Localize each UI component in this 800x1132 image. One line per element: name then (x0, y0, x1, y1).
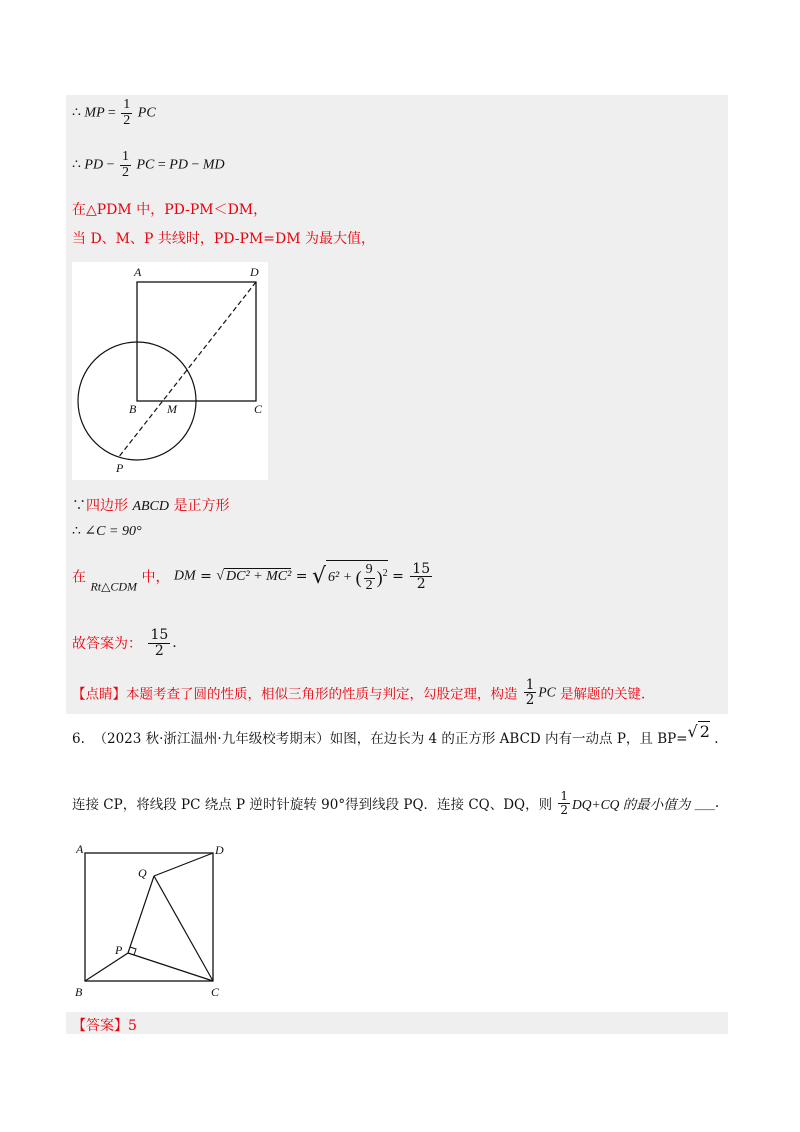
label-a: A (134, 265, 142, 279)
because-square-line: ∵四边形 ABCD 是正方形 (72, 498, 230, 514)
label-c2: C (211, 985, 220, 999)
triangle-inequality-line: 在△PDM 中，PD-PM＜DM， (72, 202, 268, 218)
problem6-line1: 6. （2023 秋·浙江温州·九年级校考期末）如图，在边长为 4 的正方形 ABCD 内有一动点 P，且 BP=√ 2 . (72, 722, 719, 747)
dm-calculation: 在 Rt△CDM 中， DM = √ DC² + MC² = √ 6² + ( $\frac{9}{2}$ )$^2$ = $\frac{15}{2}$ (72, 560, 431, 594)
label-b2: B (75, 985, 83, 999)
answer6-line: 【答案】5 (72, 1018, 137, 1034)
label-d2: D (215, 843, 224, 857)
figure-rotation (72, 840, 232, 1000)
square-abcd-2 (85, 853, 213, 981)
segment-qd (154, 853, 213, 876)
segment-qc (154, 876, 213, 981)
problem6-line2: 连接 CP，将线段 PC 绕点 P 逆时针旋转 90°得到线段 PQ．连接 CQ、DQ，则 $\frac{1}{2}$ DQ+CQ 的最小值为 ___. (72, 789, 720, 817)
label-b: B (129, 402, 137, 416)
figure-square-circle (72, 262, 268, 480)
collinear-line: 当 D、M、P 共线时，PD-PM=DM 为最大值， (72, 231, 376, 247)
label-c: C (254, 402, 263, 416)
segment-pq (128, 876, 154, 953)
answer-blank: ___ (694, 795, 715, 812)
angle-c-line: ∴ ∠C = 90° (72, 524, 142, 539)
segment-bp (85, 953, 128, 981)
label-d: D (250, 265, 259, 279)
comment-line: 【点睛】本题考查了圆的性质，相似三角形的性质与判定，勾股定理，构造 $\frac{1}{2}$ PC 是解题的关键. (72, 677, 646, 709)
label-p: P (116, 461, 124, 475)
label-p2: P (115, 943, 123, 957)
eq-mp: ∴ MP = $\frac{1}{2}$ PC (72, 97, 156, 128)
label-m: M (167, 402, 177, 416)
eq-pd: ∴ PD − $\frac{1}{2}$ PC = PD − MD (72, 149, 225, 180)
answer-line: 故答案为： $\frac{15}{2}$ . (72, 627, 177, 659)
answer-background (66, 1012, 728, 1034)
label-a2: A (76, 842, 84, 856)
label-q2: Q (138, 866, 147, 880)
